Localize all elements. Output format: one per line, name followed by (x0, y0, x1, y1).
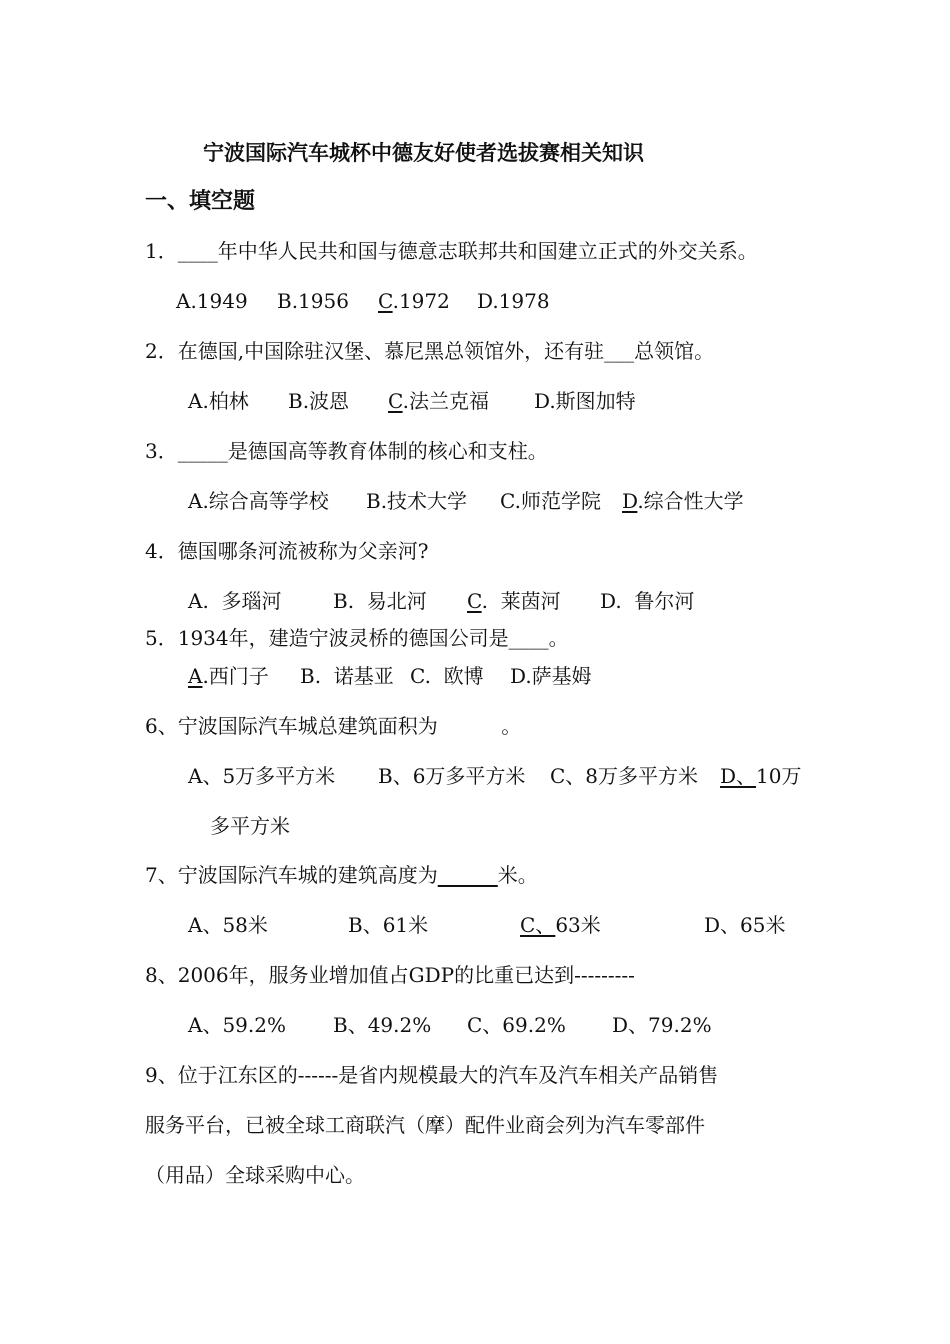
q2-option-c: C.法兰克福 (388, 389, 489, 413)
question-4: 4．德国哪条河流被称为父亲河? (145, 539, 429, 563)
q6-answer-mark: D、 (720, 764, 757, 788)
q3-answer-mark: D (622, 489, 638, 513)
question-9-line-2: 服务平台，已被全球工商联汽（摩）配件业商会列为汽车零部件 (145, 1113, 705, 1137)
question-6: 6、宁波国际汽车城总建筑面积为 。 (145, 714, 522, 738)
q6-option-a: A、5万多平方米 (188, 764, 336, 788)
q3-option-a: A.综合高等学校 (188, 489, 329, 513)
q8-option-a: A、59.2% (188, 1013, 286, 1037)
q3-option-b: B.技术大学 (366, 489, 468, 513)
document-title: 宁波国际汽车城杯中德友好使者选拔赛相关知识 (203, 140, 644, 165)
q7-option-a: A、58米 (188, 913, 268, 937)
q4-option-b: B. 易北河 (333, 589, 427, 613)
q1-option-c: C.1972 (378, 289, 450, 313)
question-5: 5．1934年，建造宁波灵桥的德国公司是____。 (145, 626, 569, 650)
q3-option-d: D.综合性大学 (622, 489, 744, 513)
q4-answer-mark: C (467, 589, 482, 613)
q7-option-c: C、63米 (520, 913, 601, 937)
q5-option-b: B. 诺基亚 (300, 664, 394, 688)
question-9-line-1: 9、位于江东区的------是省内规模最大的汽车及汽车相关产品销售 (145, 1063, 719, 1087)
question-3: 3．_____是德国高等教育体制的核心和支柱。 (145, 439, 548, 463)
q1-answer-mark: C (378, 289, 393, 313)
q3-option-c: C.师范学院 (500, 489, 601, 513)
q5-option-a: A.西门子 (188, 664, 269, 688)
question-1: 1．____年中华人民共和国与德意志联邦共和国建立正式的外交关系。 (145, 239, 758, 263)
q7-blank: ______ (437, 863, 498, 887)
q4-option-a: A. 多瑙河 (188, 589, 282, 613)
q7-answer-mark: C、 (520, 913, 556, 937)
question-2: 2．在德国,中国除驻汉堡、慕尼黑总领馆外，还有驻___总领馆。 (145, 339, 715, 363)
q5-option-c: C. 欧博 (410, 664, 484, 688)
q1-option-b: B.1956 (277, 289, 349, 313)
q4-option-d: D. 鲁尔河 (600, 589, 695, 613)
q4-option-c: C. 莱茵河 (467, 589, 561, 613)
question-8: 8、2006年，服务业增加值占GDP的比重已达到--------- (145, 963, 635, 987)
q1-option-d: D.1978 (477, 289, 550, 313)
q2-option-b: B.波恩 (288, 389, 350, 413)
q2-answer-mark: C (388, 389, 403, 413)
q6-option-b: B、6万多平方米 (378, 764, 526, 788)
q5-option-d: D.萨基姆 (510, 664, 592, 688)
q6-option-d-continued: 多平方米 (210, 814, 290, 838)
q7-option-b: B、61米 (348, 913, 429, 937)
section-heading: 一、填空题 (145, 188, 256, 214)
q7-option-d: D、65米 (704, 913, 786, 937)
q8-option-d: D、79.2% (612, 1013, 712, 1037)
q1-option-a: A.1949 (176, 289, 248, 313)
question-7: 7、宁波国际汽车城的建筑高度为______米。 (145, 863, 538, 887)
q8-option-c: C、69.2% (467, 1013, 566, 1037)
q6-option-d: D、10万 (720, 764, 802, 788)
q2-option-d: D.斯图加特 (534, 389, 636, 413)
q5-answer-mark: A (188, 664, 203, 688)
q2-option-a: A.柏林 (188, 389, 249, 413)
q8-option-b: B、49.2% (333, 1013, 432, 1037)
q6-option-c: C、8万多平方米 (550, 764, 699, 788)
question-9-line-3: （用品）全球采购中心。 (145, 1163, 365, 1187)
